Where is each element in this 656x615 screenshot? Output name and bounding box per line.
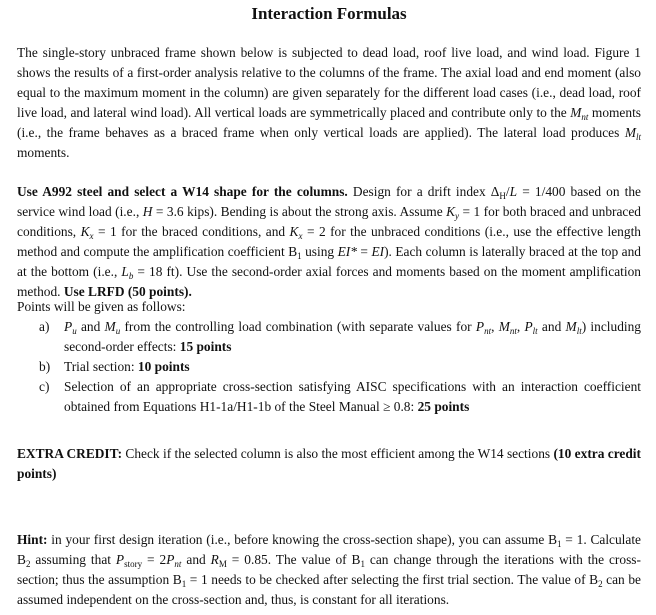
intro-paragraph: The single-story unbraced frame shown below is subjected to dead load, roof live load, and wind load. Figure 1 shows the results of a first-order analysis relative to the columns of the frame. The axial load and end moment (also equal to the maximum moment in the column) are given separately for the different load cases (i.e., dead load, roof live load, and lateral wind load). All vertical loads are symmetrically placed and contribute only to the $M_{nt}$ moments (i.e., the frame behaves as a braced frame when only vertical loads are applied). The lateral load produces $M_{lt}$ moments. — [17, 45, 641, 160]
task-paragraph: Use A992 steel and select a W14 shape for the columns. Design for a drift index $\Delta_H/L = 1/400$ based on the service wind load (i.e., H = 3.6 kips). Bending is about the strong axis. Assume $K_y = 1$ for both braced and unbraced conditions, $K_x = 1$ for the braced conditions, and $K_x = 2$ for the unbraced conditions (i.e., use the effective length method and compute the amplification coefficient $B_1$ using EI* = EI). Each column is laterally braced at the top and at the bottom (i.e., $L_b = 18$ ft). Use the second-order axial forces and moments based on the moment amplification method. Use LRFD (50 points). — [17, 184, 642, 299]
hint-paragraph: Hint: in your first design iteration (i.e., before knowing the cross-section shape), you can assume $B_1 = 1$. Calculate $B_2$ assuming that $P_{story} = 2P_{nt}$ and $R_M = 0.85$. The value of $B_1$ can change through the iterations with the cross-section; thus the assumption $B_1 = 1$ needs to be checked after selecting the first trial section. The value of $B_2$ can be assumed independent on the cross-section and, thus, is constant for all iterations. — [17, 532, 642, 607]
list-item: c) Selection of an appropriate cross-section satisfying AISC specifications with an interaction coefficient obtained from Equations H1-1a/H1-1b of the Steel Manual ≥ 0.8: 25 points — [39, 379, 641, 414]
document-page — [17, 0, 642, 607]
points-list — [17, 317, 641, 417]
points-intro: Points will be given as follows: — [17, 299, 186, 314]
list-item: a) $P_u$ and $M_u$ from the controlling load combination (with separate values for $P_{nt}$, $M_{nt}$, $P_{lt}$ and $M_{lt}$) including second-order effects: 15 points — [39, 319, 642, 354]
points-section — [17, 297, 641, 417]
extra-credit-paragraph: EXTRA CREDIT: Check if the selected column is also the most efficient among the W14 sections (10 extra credit points) — [17, 446, 641, 481]
page-title: Interaction Formulas — [251, 4, 407, 23]
list-item: b) Trial section: 10 points — [39, 359, 190, 374]
